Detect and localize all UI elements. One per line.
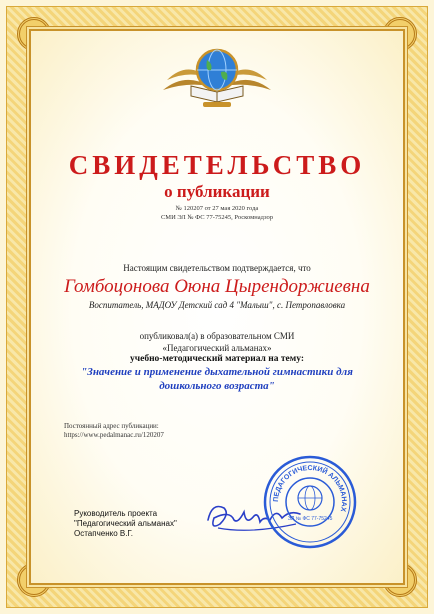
publication-topic: "Значение и применение дыхательной гимнастики для дошкольного возраста": [81, 366, 353, 392]
author-position: Воспитатель, МАДОУ Детский сад 4 "Малыш", с. Петропавловка: [88, 300, 346, 310]
director-name: Остапченко В.Г.: [74, 529, 134, 538]
material-type: учебно-методический материал на тему:: [130, 354, 304, 364]
address-label: Постоянный адрес публикации:: [64, 422, 159, 430]
media-registration: СМИ ЭЛ № ФС 77-75245, Роскомнадзор: [160, 214, 274, 221]
published-text: опубликовал(а) в образовательном СМИ: [139, 331, 295, 341]
confirmation-text: Настоящим свидетельством подтверждается, что: [123, 263, 311, 273]
director-role: Руководитель проекта: [74, 509, 158, 518]
certificate-subtitle: о публикации: [164, 182, 270, 201]
round-seal-stamp-icon: [262, 454, 358, 550]
certificate-title: СВИДЕТЕЛЬСТВО: [68, 150, 366, 180]
publication-url[interactable]: https://www.pedalmanac.ru/120207: [64, 431, 164, 439]
project-director: [74, 509, 177, 539]
author-name: Гомбоцонова Оюна Цырендоржиевна: [64, 276, 370, 297]
director-project: "Педагогический альманах": [74, 519, 177, 528]
globe-book-laurel-emblem-icon: [157, 40, 277, 110]
publication-number: № 120207 от 27 мая 2020 года: [175, 205, 259, 212]
journal-name: «Педагогический альманах»: [162, 343, 272, 353]
stamp-ring-text: ПЕДАГОГИЧЕСКИЙ АЛЬМАНАХ: [272, 464, 348, 513]
stamp-center-text: ЭЛ № ФС 77-75245: [287, 516, 333, 522]
